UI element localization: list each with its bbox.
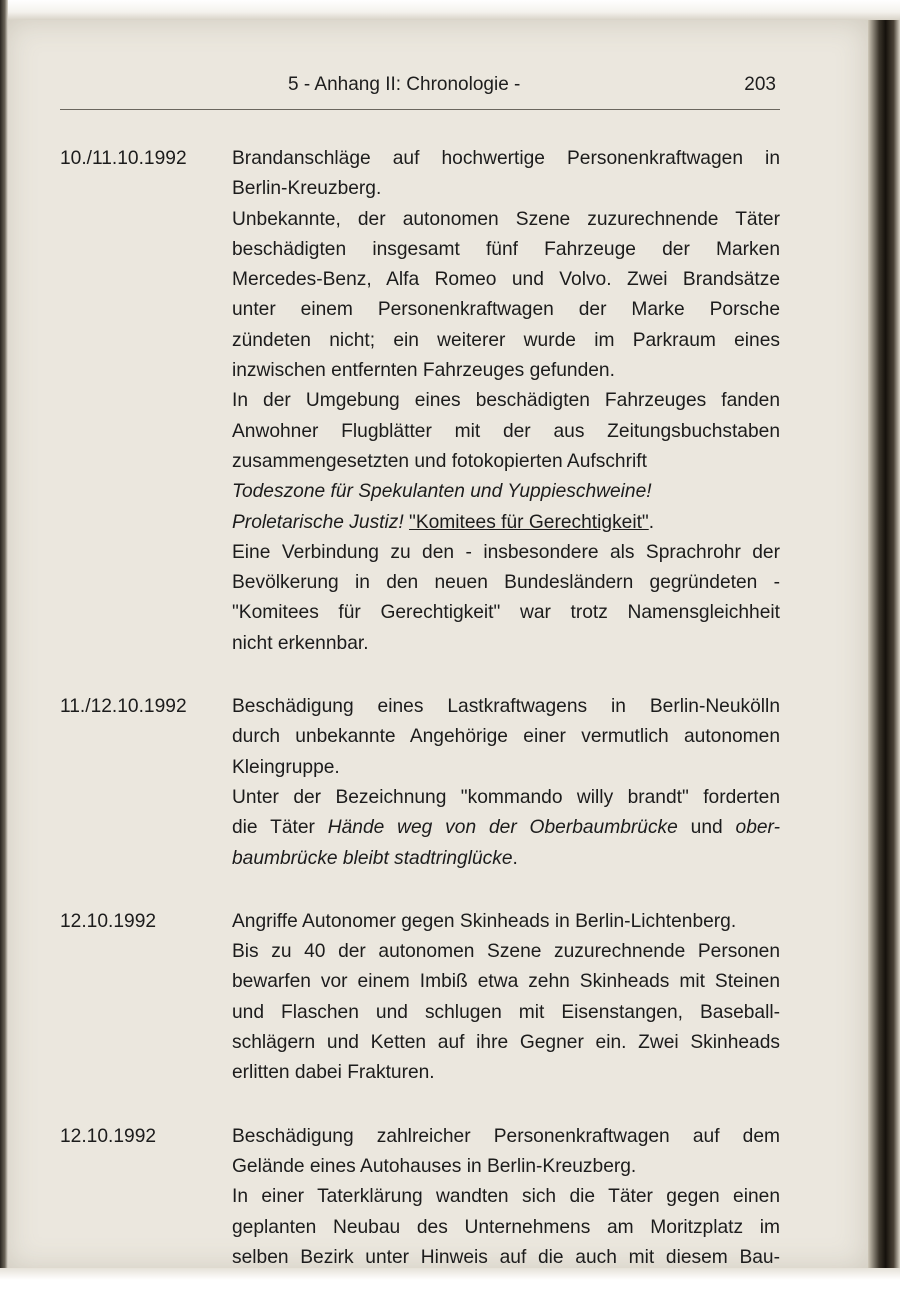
text-line: "Komitees für Gerechtigkeit" war trotz Namensgleichheit <box>232 602 780 624</box>
chronology-entry <box>58 144 788 659</box>
text-line: Bevölkerung in den neuen Bundesländern gegründeten - <box>232 572 780 594</box>
text-line: inzwischen entfernten Fahrzeuges gefunden. <box>232 360 615 382</box>
entry-text <box>232 907 780 1089</box>
text-line: selben Bezirk unter Hinweis auf die auch mit diesem Bau- <box>232 1246 780 1268</box>
quoted-slogan: Proletarische Justiz! "Komitees für Gerechtigkeit". <box>232 511 655 533</box>
entry-date: 11./12.10.1992 <box>60 696 187 718</box>
chronology-entry <box>58 692 788 874</box>
book-spine-edge <box>868 20 900 1280</box>
text-line: Bis zu 40 der autonomen Szene zuzurechnende Personen <box>232 941 780 963</box>
underlined-group-name: "Komitees für Gerechtigkeit" <box>409 511 649 533</box>
entry-date: 12.10.1992 <box>60 1125 157 1147</box>
entry-text <box>232 692 780 874</box>
text-line: Beschädigung zahlreicher Personenkraftwagen auf dem <box>232 1125 780 1147</box>
quoted-slogan: Todeszone für Spekulanten und Yuppieschweine! <box>232 481 652 503</box>
text-line: und Flaschen und schlugen mit Eisenstangen, Baseball- <box>232 1001 780 1023</box>
entry-text <box>232 144 780 659</box>
text-line: Mercedes-Benz, Alfa Romeo und Volvo. Zwei Brandsätze <box>232 269 780 291</box>
text-line: Kleingruppe. <box>232 756 340 778</box>
entry-date: 12.10.1992 <box>60 910 157 932</box>
text-line: In einer Taterklärung wandten sich die Täter gegen einen <box>232 1186 780 1208</box>
text-line: beschädigten insgesamt fünf Fahrzeuge der Marken <box>232 238 780 260</box>
text-line: zündeten nicht; ein weiterer wurde im Parkraum eines <box>232 329 780 351</box>
text-line: Anwohner Flugblätter mit der aus Zeitungsbuchstaben <box>232 420 780 442</box>
text-line: Unter der Bezeichnung "kommando willy brandt" forderten <box>232 786 780 808</box>
page-left-edge <box>0 0 8 1280</box>
running-header <box>60 70 780 100</box>
entry-date: 10./11.10.1992 <box>60 148 187 169</box>
text-line: unter einem Personenkraftwagen der Marke Porsche <box>232 299 780 321</box>
chronology-entry <box>58 1122 788 1273</box>
text-line: zusammengesetzten und fotokopierten Aufschrift <box>232 450 647 472</box>
text-line: Unbekannte, der autonomen Szene zuzurechnende Täter <box>232 208 780 230</box>
text-line: Angriffe Autonomer gegen Skinheads in Berlin-Lichtenberg. <box>232 910 737 932</box>
page-number: 203 <box>744 74 776 95</box>
chronology-entry <box>58 907 788 1089</box>
text-line: baumbrücke bleibt stadtringlücke. <box>232 847 518 869</box>
text-line: geplanten Neubau des Unternehmens am Moritzplatz im <box>232 1216 780 1238</box>
text-line: Brandanschläge auf hochwertige Personenkraftwagen in <box>232 148 780 169</box>
page-top-edge <box>0 0 900 20</box>
header-rule <box>60 109 780 110</box>
text-line: nicht erkennbar. <box>232 632 369 654</box>
text-line: erlitten dabei Frakturen. <box>232 1062 435 1084</box>
text-line: Beschädigung eines Lastkraftwagens in Berlin-Neukölln <box>232 696 780 718</box>
text-line: Gelände eines Autohauses in Berlin-Kreuzberg. <box>232 1155 637 1177</box>
text-line: die Täter Hände weg von der Oberbaumbrücke und ober- <box>232 817 780 839</box>
text-line: In der Umgebung eines beschädigten Fahrzeuges fanden <box>232 390 780 412</box>
chapter-title: 5 - Anhang II: Chronologie - <box>288 74 521 95</box>
text-line: bewarfen vor einem Imbiß etwa zehn Skinheads mit Steinen <box>232 971 780 993</box>
text-line: Berlin-Kreuzberg. <box>232 178 382 200</box>
text-line: schlägern und Ketten auf ihre Gegner ein. Zwei Skinheads <box>232 1032 780 1054</box>
text-line: durch unbekannte Angehörige einer vermutlich autonomen <box>232 726 780 748</box>
entry-text <box>232 1122 780 1273</box>
chronology-entries <box>58 144 788 1306</box>
text-line: Eine Verbindung zu den - insbesondere als Sprachrohr der <box>232 541 780 563</box>
